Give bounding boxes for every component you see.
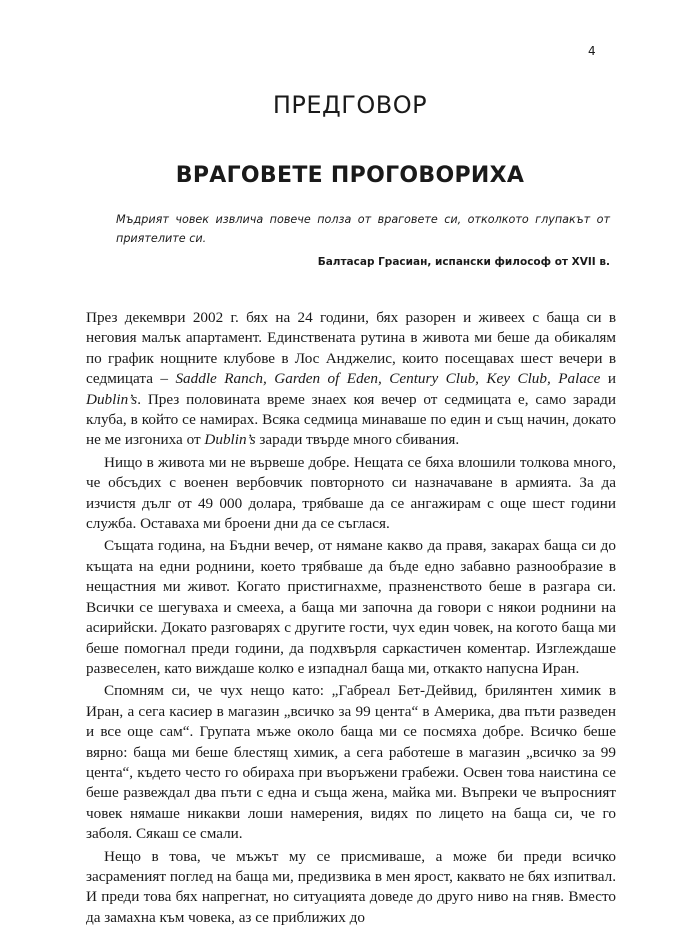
paragraph-5 [86, 847, 616, 928]
paragraph-3 [86, 536, 616, 679]
paragraph-segment: Нищо в живота ми не вървеше добре. Нещата се бяха влошили толкова много, че обсъдих с военен вербовчик повторното си назначаване в армията. За да изчистя дълг от 49 000 долара, трябваше да се ангажирам с още шест години служба. Оставаха ми броени дни да се съглася. [86, 453, 616, 533]
paragraph-2 [86, 453, 616, 535]
paragraph-segment: През декември 2002 г. бях на 24 години, бях разорен и живеех с баща си в неговия малък апартамент. Единствената рутина в живота ми беше да обикалям по график нощните клубове в Лос Анджелис, които посещавах шест вечери в седмицата – [86, 309, 616, 388]
paragraph-segment: . През половината време знаех коя вечер от седмицата е, само заради клуба, в който се намирах. Всяка седмица минаваше по един и същ начин, докато не ме изгониха от [86, 390, 616, 449]
paragraph-segment: Нещо в това, че мъжът му се присмиваше, а може би преди всичко засраменият поглед на баща ми, предизвика в мен ярост, каквато не бях изпитвал. И преди това бях напрегнат, но ситуацията доведе до друго ниво на гняв. Вместо да замахна към човека, аз се приближих до [86, 847, 616, 926]
paragraph-segment: Спомням си, че чух нещо като: „Габреал Бет-Дейвид, брилянтен химик в Иран, а сега касиер в магазин „всичко за 99 цента“ в Америка, два пъти разведен и все още сам“. Групата мъже около баща ми се посмяха добре. Всичко беше вярно: баща ми беше блестящ химик, а сега работеше в магазин „всичко за 99 цента“, където често го обираха при въоръжени грабежи. Освен това наистина се беше развеждал два пъти с една и съща жена, майка ми. Въпреки че въпросният човек нямаше никакви лоши намерения, видях по лицето на баща си, че го заболя. Сякаш се смали. [86, 682, 616, 843]
club-name: Dublin’s [86, 390, 138, 408]
page-number: 4 [588, 44, 596, 58]
paragraph-1 [86, 308, 616, 451]
epigraph-attribution: Балтасар Грасиан, испански философ от XVII в. [317, 256, 610, 268]
section-title: ПРЕДГОВОР [272, 91, 428, 119]
chapter-title: ВРАГОВЕТЕ ПРОГОВОРИХА [175, 163, 525, 188]
epigraph-quote: Мъдрият човек извлича повече полза от враговете си, отколкото глупакът от приятелите си. [116, 213, 610, 245]
paragraph-segment: Същата година, на Бъдни вечер, от нямане какво да правя, закарах баща си до къщата на едни роднини, което трябваше да бъде едно забавно разнообразие в нещастния ми живот. Когато пристигнахме, празненството беше в разгара си. Всички се шегуваха и смееха, а баща ми започна да говори с някои роднини на асирийски. Докато разговарях с другите гости, чух един човек, на когото баща ми беше помогнал преди години, да подхвърля саркастичен коментар. Изглеждаше развеселен, като виждаше колко е изпаднал баща ми, откакто напусна Иран. [86, 537, 616, 677]
club-names: Saddle Ranch, Garden of Eden, Century Club, Key Club, Palace [175, 370, 601, 388]
paragraph-segment: заради твърде много сбивания. [255, 431, 460, 449]
paragraph-segment: и [600, 370, 616, 388]
club-name: Dublin’s [204, 431, 256, 449]
body-text [86, 308, 616, 928]
paragraph-4 [86, 681, 616, 844]
